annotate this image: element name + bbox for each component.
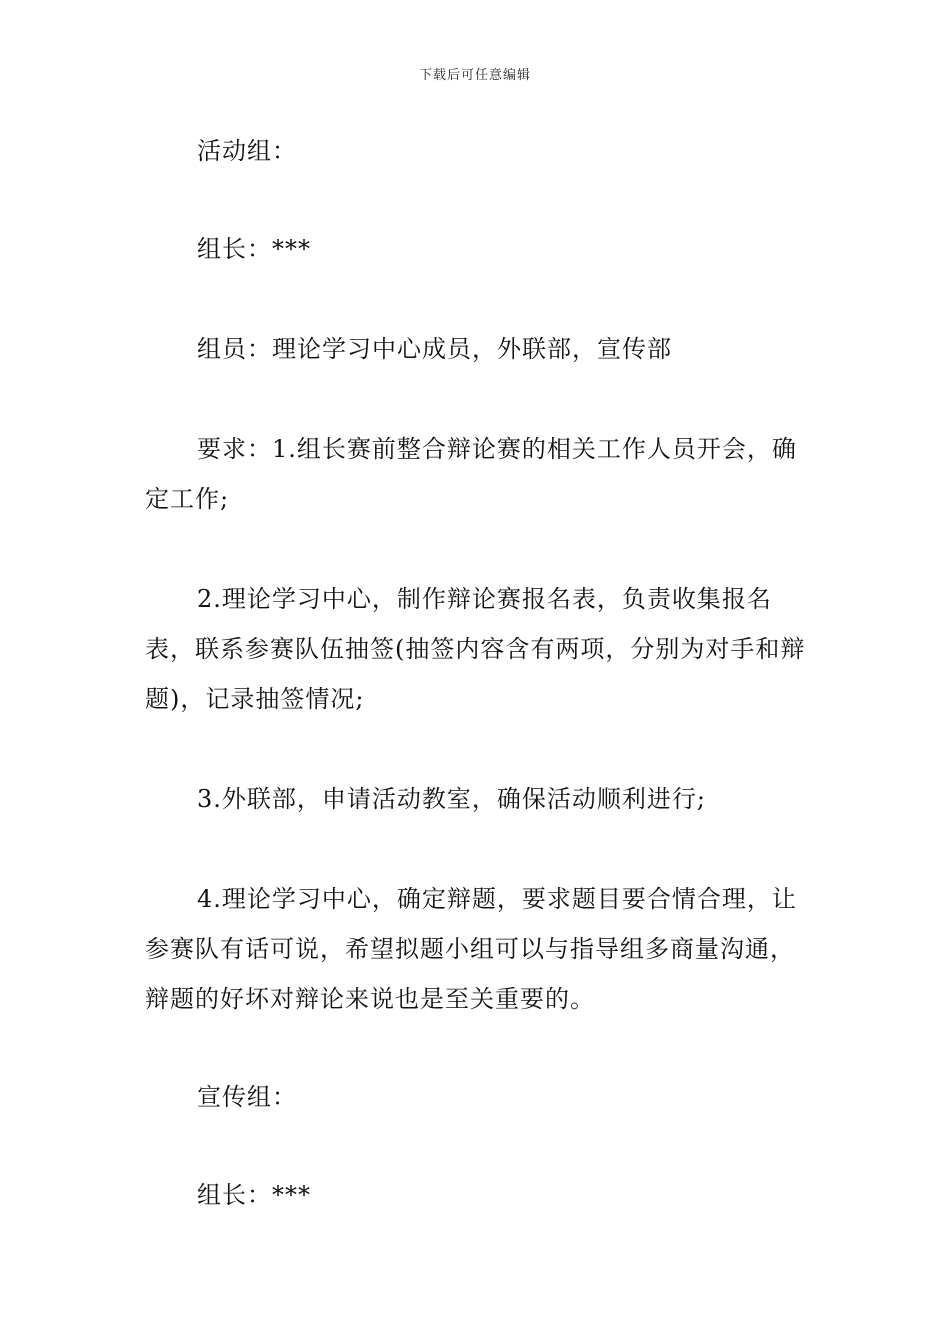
publicity-leader: 组长：*** bbox=[197, 1181, 311, 1209]
activity-members: 组员：理论学习中心成员，外联部，宣传部 bbox=[197, 335, 672, 363]
page-header: 下载后可任意编辑 bbox=[418, 68, 531, 83]
requirement-4: 4.理论学习中心，确定辩题，要求题目要合情合理，让参赛队有话可说，希望拟题小组可以与指导组多商量沟通，辩题的好坏对辩论来说也是至关重要的。 bbox=[145, 885, 797, 1013]
requirement-2: 2.理论学习中心，制作辩论赛报名表，负责收集报名表，联系参赛队伍抽签(抽签内容含有两项，分别为对手和辩题)，记录抽签情况; bbox=[145, 585, 806, 713]
requirement-1: 要求：1.组长赛前整合辩论赛的相关工作人员开会，确定工作; bbox=[145, 435, 797, 513]
section-title-activity: 活动组： bbox=[197, 137, 297, 165]
section-title-publicity: 宣传组： bbox=[197, 1083, 297, 1111]
activity-leader: 组长：*** bbox=[197, 235, 311, 263]
requirement-3: 3.外联部，申请活动教室，确保活动顺利进行; bbox=[197, 785, 706, 813]
